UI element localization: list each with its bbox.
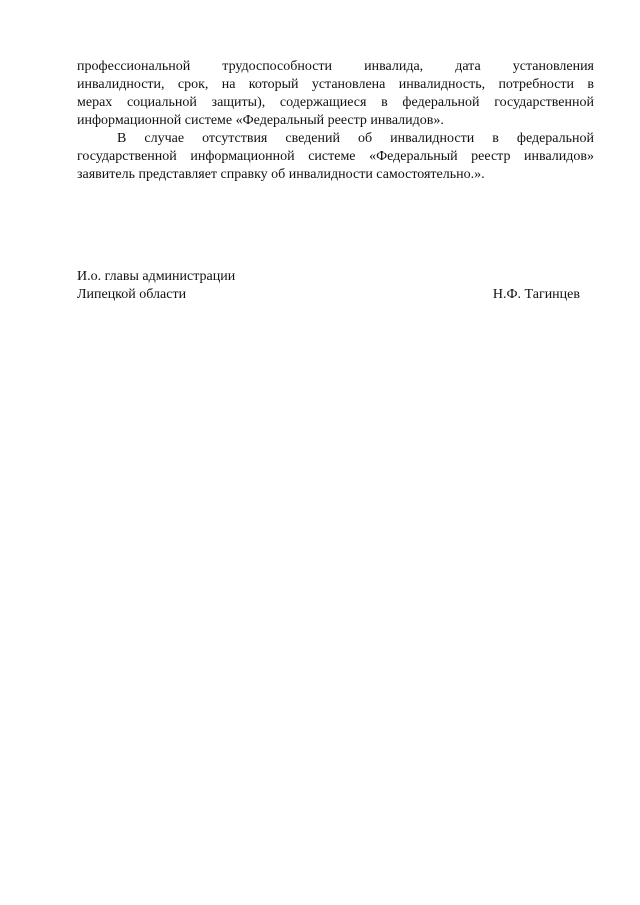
text-line: государственной информационной системе «Федеральный реестр инвалидов» <box>77 149 594 164</box>
signer-position-line1: И.о. главы администрации <box>77 269 236 284</box>
text-line: информационной системе «Федеральный реестр инвалидов». <box>77 113 444 128</box>
signature-block <box>77 268 594 304</box>
document-body <box>77 58 594 184</box>
text-line: В случае отсутствия сведений об инвалидности в федеральной <box>117 131 594 146</box>
text-line: заявитель представляет справку об инвалидности самостоятельно.». <box>77 167 485 182</box>
paragraph-continuation <box>77 58 594 130</box>
paragraph-missing-data <box>77 130 594 184</box>
signer-position-line2: Липецкой области <box>77 287 187 302</box>
signature-row <box>77 286 594 304</box>
text-line: инвалидности, срок, на который установлена инвалидность, потребности в <box>77 77 594 92</box>
signer-name: Н.Ф. Тагинцев <box>492 287 580 302</box>
text-line: профессиональной трудоспособности инвалида, дата установления <box>77 59 594 74</box>
text-line: мерах социальной защиты), содержащиеся в федеральной государственной <box>77 95 594 110</box>
